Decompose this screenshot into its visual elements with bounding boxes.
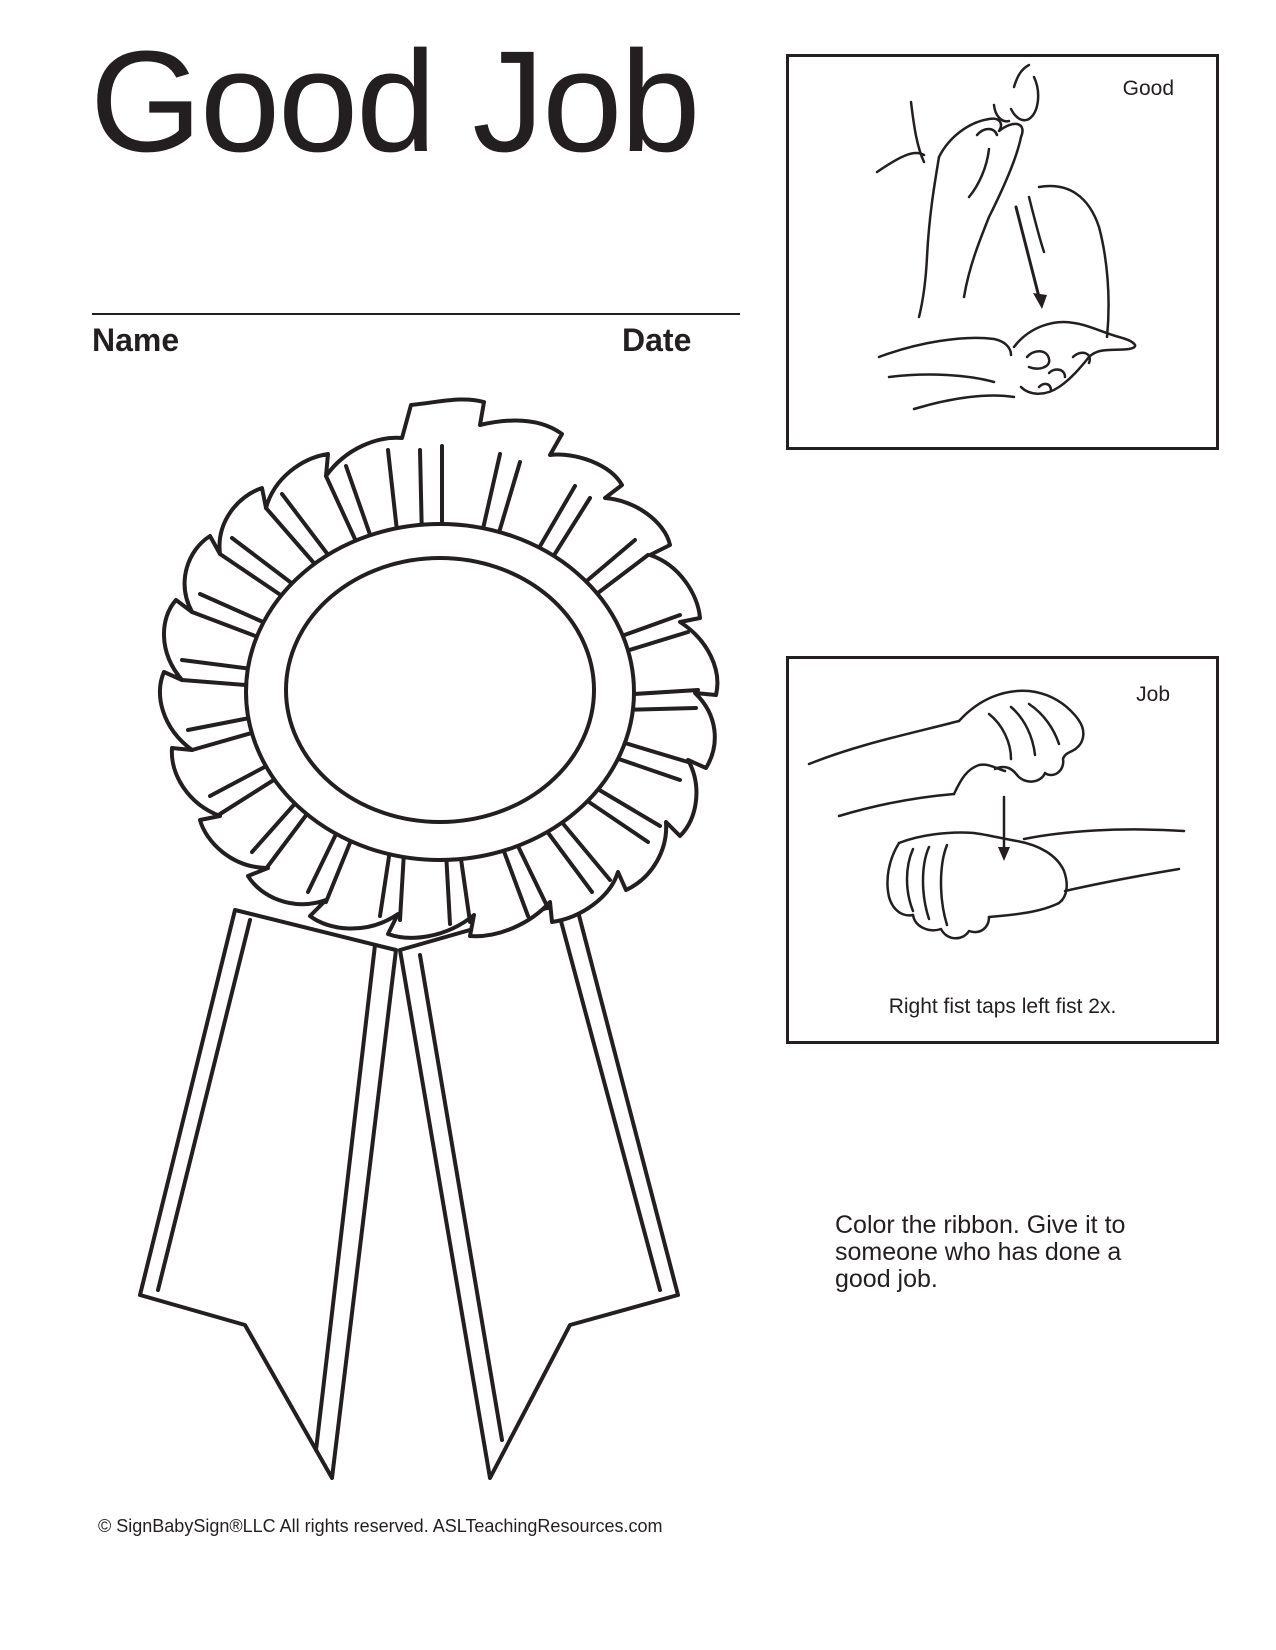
sign-good-panel <box>786 54 1219 450</box>
instructions-text: Color the ribbon. Give it to someone who has done a good job. <box>835 1211 1126 1293</box>
award-rosette-ribbon-coloring <box>70 390 770 1480</box>
sign-job-panel <box>786 656 1219 1044</box>
date-label: Date <box>622 322 692 358</box>
name-date-line <box>92 313 740 315</box>
page-title: Good Job <box>90 21 699 182</box>
copyright-footer: © SignBabySign®LLC All rights reserved. ASLTeachingResources.com <box>98 1516 663 1536</box>
sign-job-label: Job <box>1136 683 1170 706</box>
ribbon-tails <box>140 900 678 1478</box>
name-label: Name <box>92 322 180 358</box>
asl-good-sign-illustration <box>789 57 1216 447</box>
sign-job-caption: Right fist taps left fist 2x. <box>888 995 1117 1018</box>
sign-good-label: Good <box>1122 77 1174 100</box>
rosette-center-circle <box>286 558 594 822</box>
asl-job-sign-illustration <box>789 659 1216 1041</box>
